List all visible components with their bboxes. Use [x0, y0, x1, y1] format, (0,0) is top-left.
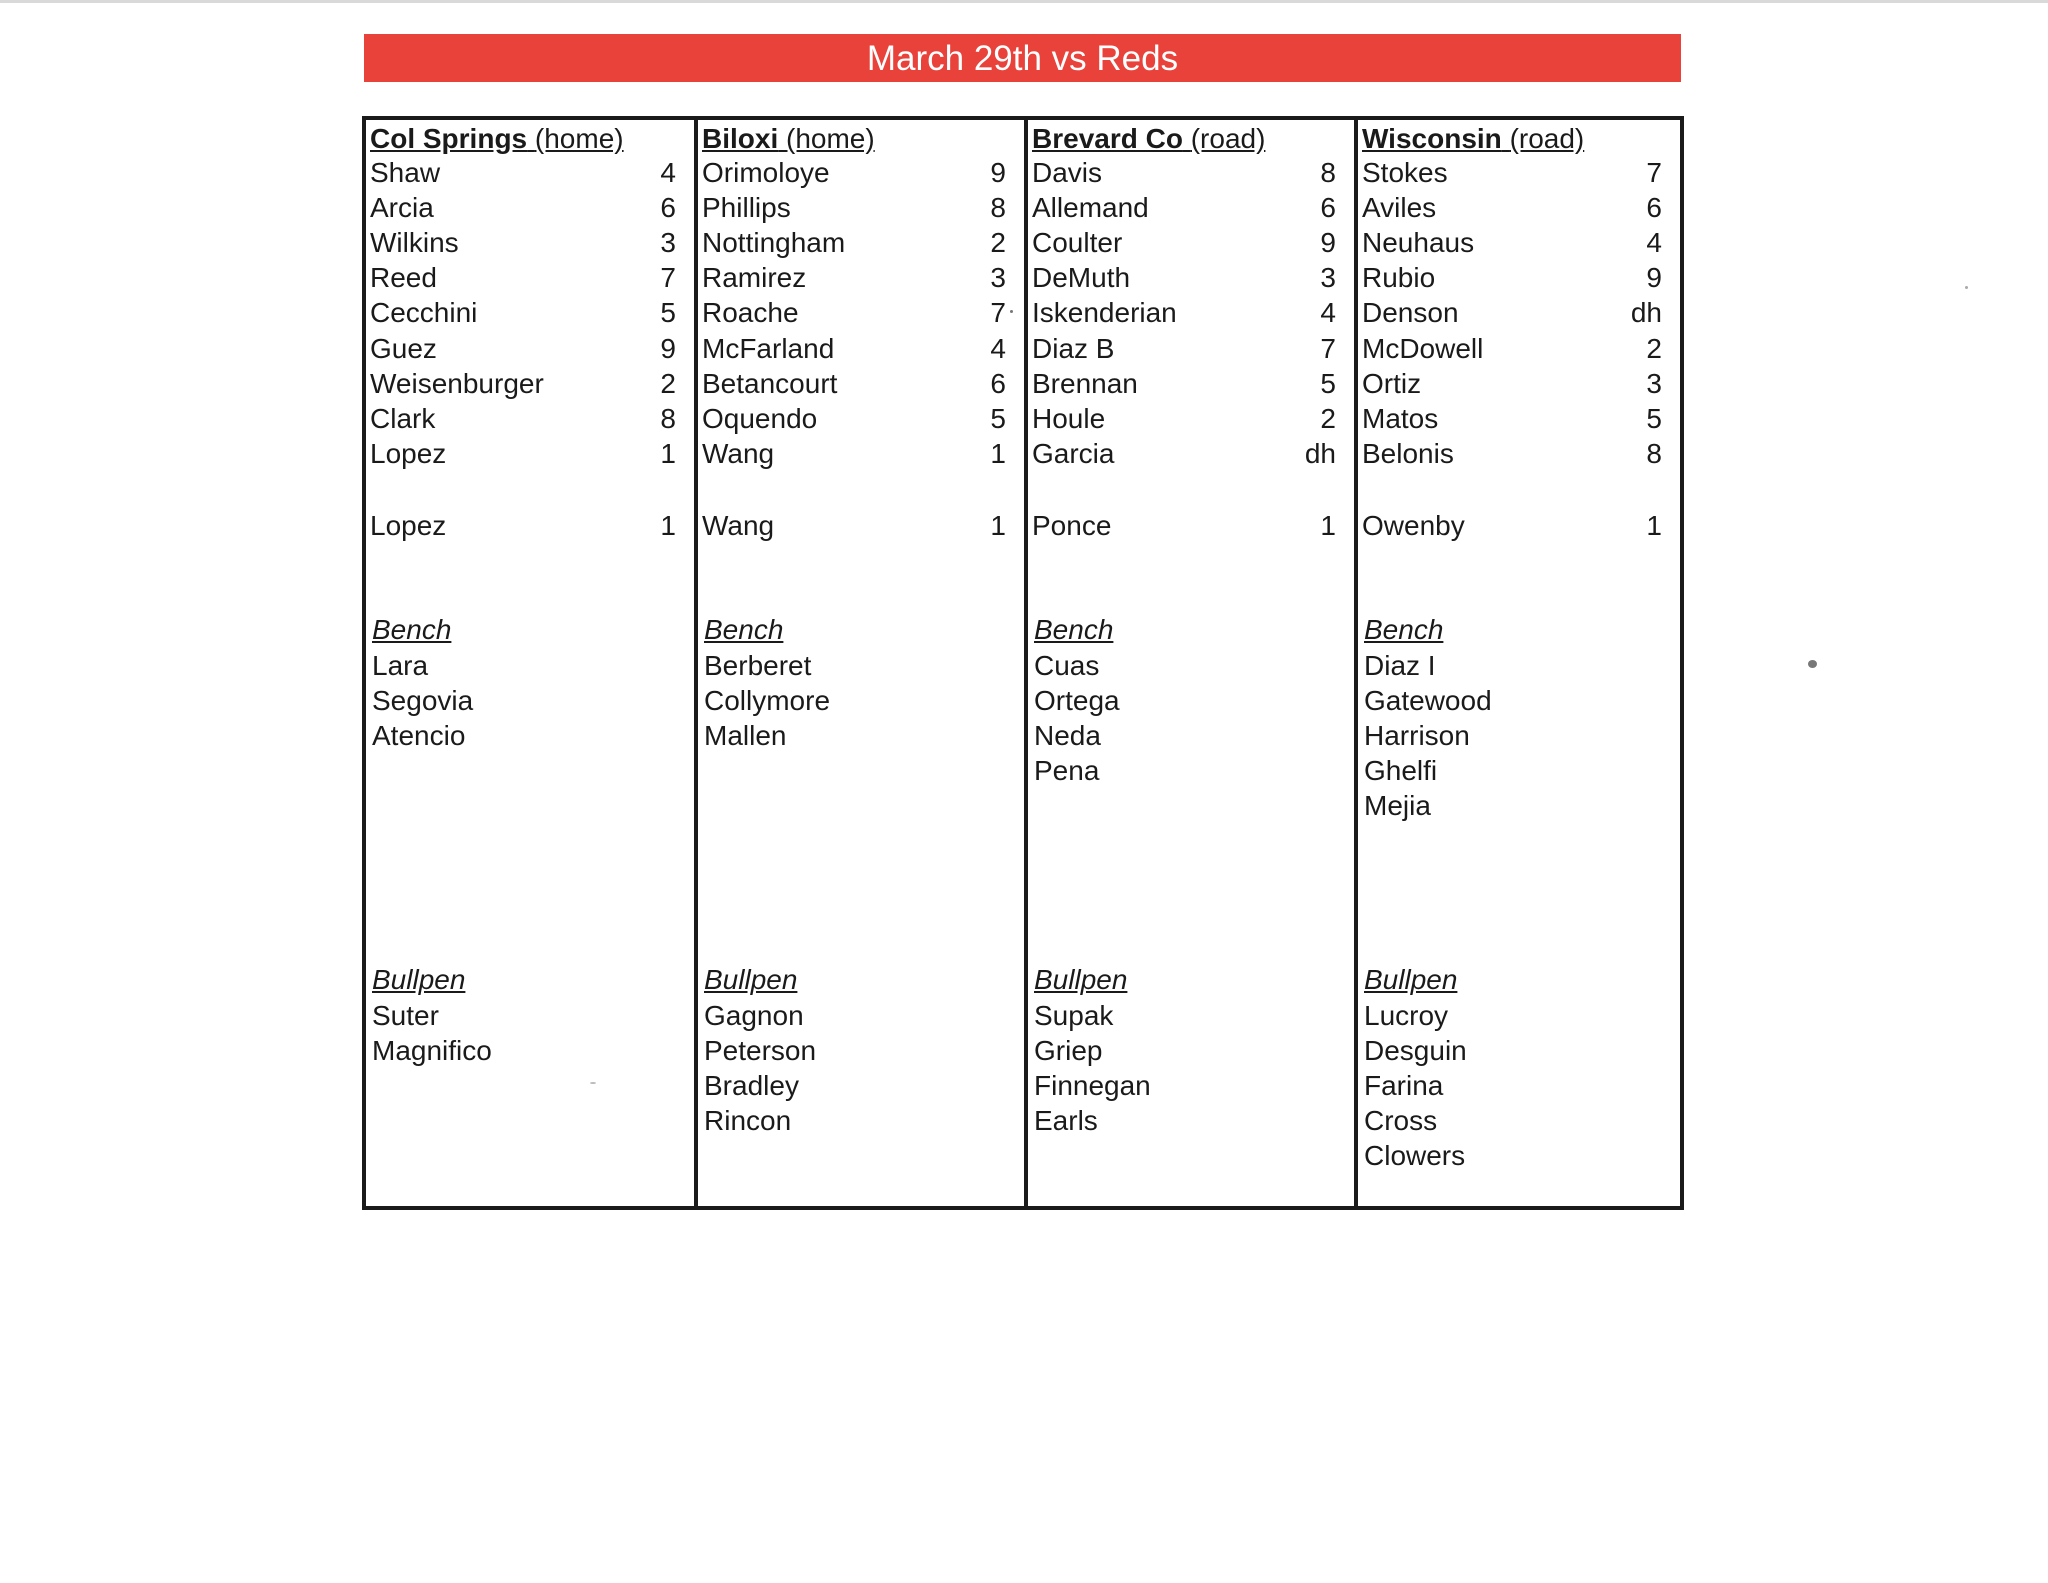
player-name: McDowell	[1362, 332, 1484, 364]
player-position: 8	[990, 192, 1006, 224]
player-name: Coulter	[1032, 227, 1123, 259]
bench-heading: Bench	[704, 614, 784, 645]
roster-table	[362, 116, 1684, 1210]
lineup-row	[1032, 331, 1336, 366]
player-name: Lopez	[370, 437, 447, 469]
player-position: 9	[660, 332, 676, 364]
lineup-row	[702, 260, 1006, 295]
team-header	[1362, 122, 1584, 156]
player-position: 9	[990, 157, 1006, 188]
lineup-row	[370, 260, 676, 295]
bench-player: Neda	[1034, 720, 1101, 751]
team-location: (home)	[534, 123, 624, 154]
lineup-row	[1362, 436, 1662, 471]
player-name: Aviles	[1362, 192, 1437, 224]
player-name: Stokes	[1362, 157, 1448, 188]
team-location: (road)	[1509, 123, 1585, 154]
lineup-row	[702, 225, 1006, 260]
lineup-row	[1032, 401, 1336, 436]
player-name: Arcia	[370, 192, 434, 224]
lineup-row	[702, 295, 1006, 330]
bullpen-pitcher: Gagnon	[704, 1000, 804, 1031]
player-position: 5	[1646, 402, 1662, 434]
player-name: Reed	[370, 262, 437, 294]
team-column	[1024, 120, 1354, 1206]
player-name: Ramirez	[702, 262, 807, 294]
team-header	[702, 122, 875, 156]
bench-heading: Bench	[1364, 614, 1444, 645]
player-position: 2	[1320, 402, 1336, 434]
player-position: 6	[660, 192, 676, 224]
player-name: Rubio	[1362, 262, 1436, 294]
player-name: Wilkins	[370, 227, 459, 259]
bench-player: Segovia	[372, 685, 474, 716]
player-name: Orimoloye	[702, 157, 830, 188]
starting-pitcher-row	[370, 508, 676, 543]
bullpen-pitcher: Magnifico	[372, 1035, 492, 1066]
player-position: 7	[990, 297, 1006, 329]
player-position: 3	[660, 227, 676, 259]
bullpen-pitcher: Suter	[372, 1000, 439, 1031]
lineup-row	[1032, 225, 1336, 260]
lineup-row	[1362, 401, 1662, 436]
player-position: 4	[1646, 227, 1662, 259]
lineup-row	[370, 366, 676, 401]
starting-pitcher-row	[1362, 508, 1662, 543]
bench-player: Mallen	[704, 720, 787, 751]
player-position: 1	[660, 510, 676, 541]
lineup-row	[370, 331, 676, 366]
player-name: Iskenderian	[1032, 297, 1177, 329]
lineup-row	[1032, 260, 1336, 295]
lineup-row	[1362, 366, 1662, 401]
player-position: dh	[1630, 297, 1662, 329]
bullpen-pitcher: Finnegan	[1034, 1070, 1151, 1101]
player-name: Nottingham	[702, 227, 846, 259]
scan-speck	[590, 1082, 596, 1084]
player-name: Guez	[370, 332, 437, 364]
player-name: Oquendo	[702, 402, 818, 434]
bench-player: Atencio	[372, 720, 466, 751]
starting-pitcher-row	[1032, 508, 1336, 543]
player-position: 1	[660, 437, 676, 469]
team-name: Wisconsin	[1362, 123, 1502, 154]
player-name: Neuhaus	[1362, 227, 1475, 259]
player-position: 7	[1320, 332, 1336, 364]
bullpen-heading: Bullpen	[372, 964, 466, 995]
player-position: 4	[1320, 297, 1336, 329]
player-position: 7	[660, 262, 676, 294]
player-name: Belonis	[1362, 437, 1454, 469]
bench-player: Gatewood	[1364, 685, 1492, 716]
player-position: 4	[660, 157, 676, 188]
player-name: Roache	[702, 297, 799, 329]
player-position: 6	[1320, 192, 1336, 224]
bench-player: Berberet	[704, 650, 812, 681]
starting-pitcher-row	[702, 508, 1006, 543]
player-position: 1	[1320, 510, 1336, 541]
team-column	[366, 120, 694, 1206]
player-name: Diaz B	[1032, 332, 1115, 364]
player-name: Clark	[370, 402, 436, 434]
bench-player: Cuas	[1034, 650, 1100, 681]
player-position: 3	[990, 262, 1006, 294]
page-title: March 29th vs Reds	[866, 38, 1179, 78]
scan-speck	[1965, 286, 1968, 289]
lineup-row	[702, 155, 1006, 190]
player-position: 2	[1646, 332, 1662, 364]
lineup-row	[702, 401, 1006, 436]
bullpen-pitcher: Earls	[1034, 1105, 1098, 1136]
player-name: DeMuth	[1032, 262, 1131, 294]
lineup-row	[1362, 295, 1662, 330]
player-name: Davis	[1032, 157, 1103, 188]
team-column	[694, 120, 1024, 1206]
player-position: 8	[1320, 157, 1336, 188]
player-name: Wang	[702, 437, 775, 469]
player-position: 3	[1320, 262, 1336, 294]
player-name: Ortiz	[1362, 367, 1422, 399]
bullpen-pitcher: Griep	[1034, 1035, 1103, 1066]
bench-player: Lara	[372, 650, 429, 681]
scan-speck	[1808, 660, 1817, 668]
player-name: Betancourt	[702, 367, 838, 399]
lineup-row	[1032, 436, 1336, 471]
player-position: 2	[660, 367, 676, 399]
player-name: Allemand	[1032, 192, 1149, 224]
lineup-row	[370, 295, 676, 330]
bench-player: Ortega	[1034, 685, 1120, 716]
lineup-row	[370, 225, 676, 260]
bullpen-pitcher: Lucroy	[1364, 1000, 1449, 1031]
player-position: 1	[990, 510, 1006, 541]
player-position: 4	[990, 332, 1006, 364]
lineup-row	[370, 436, 676, 471]
lineup-row	[1032, 190, 1336, 225]
player-name: Cecchini	[370, 297, 478, 329]
player-name: Brennan	[1032, 367, 1138, 399]
lineup-row	[1362, 155, 1662, 190]
lineup-row	[702, 366, 1006, 401]
bullpen-pitcher: Farina	[1364, 1070, 1444, 1101]
player-name: Garcia	[1032, 437, 1115, 469]
lineup-row	[370, 401, 676, 436]
team-header	[1032, 122, 1265, 156]
team-column	[1354, 120, 1680, 1206]
lineup-row	[1032, 295, 1336, 330]
bullpen-pitcher: Bradley	[704, 1070, 799, 1101]
player-name: Owenby	[1362, 510, 1465, 541]
team-name: Biloxi	[702, 123, 779, 154]
lineup-row	[370, 155, 676, 190]
bench-player: Pena	[1034, 755, 1100, 786]
bench-player: Diaz I	[1364, 650, 1436, 681]
player-position: 2	[990, 227, 1006, 259]
player-position: 9	[1320, 227, 1336, 259]
bench-heading: Bench	[372, 614, 452, 645]
player-position: 5	[660, 297, 676, 329]
scan-speck	[1010, 310, 1013, 313]
bullpen-pitcher: Clowers	[1364, 1140, 1466, 1171]
player-name: Shaw	[370, 157, 441, 188]
player-name: Denson	[1362, 297, 1459, 329]
title-banner	[364, 34, 1681, 82]
lineup-row	[702, 190, 1006, 225]
player-position: 6	[990, 367, 1006, 399]
bullpen-pitcher: Cross	[1364, 1105, 1438, 1136]
player-position: 1	[1646, 510, 1662, 541]
player-position: 1	[990, 437, 1006, 469]
lineup-row	[702, 331, 1006, 366]
team-header	[370, 122, 624, 156]
team-location: (road)	[1190, 123, 1266, 154]
bullpen-pitcher: Peterson	[704, 1035, 817, 1066]
player-position: 3	[1646, 367, 1662, 399]
bullpen-heading: Bullpen	[1364, 964, 1458, 995]
player-name: Houle	[1032, 402, 1106, 434]
bullpen-pitcher: Rincon	[704, 1105, 792, 1136]
player-position: dh	[1304, 437, 1336, 469]
lineup-row	[1362, 190, 1662, 225]
player-position: 8	[1646, 437, 1662, 469]
bench-player: Mejia	[1364, 790, 1431, 821]
lineup-row	[1362, 331, 1662, 366]
player-position: 6	[1646, 192, 1662, 224]
bench-player: Ghelfi	[1364, 755, 1438, 786]
lineup-row	[1362, 225, 1662, 260]
player-name: Lopez	[370, 510, 447, 541]
lineup-row	[370, 190, 676, 225]
scan-top-edge	[0, 0, 2048, 3]
lineup-row	[1362, 260, 1662, 295]
team-name: Brevard Co	[1032, 123, 1183, 154]
player-position: 7	[1646, 157, 1662, 188]
bullpen-heading: Bullpen	[704, 964, 798, 995]
player-name: Wang	[702, 510, 775, 541]
bench-heading: Bench	[1034, 614, 1114, 645]
lineup-row	[1032, 155, 1336, 190]
player-name: Ponce	[1032, 510, 1112, 541]
bullpen-heading: Bullpen	[1034, 964, 1128, 995]
bullpen-pitcher: Desguin	[1364, 1035, 1467, 1066]
player-name: Matos	[1362, 402, 1439, 434]
player-position: 5	[1320, 367, 1336, 399]
player-name: Phillips	[702, 192, 791, 224]
player-position: 9	[1646, 262, 1662, 294]
team-name: Col Springs	[370, 123, 528, 154]
bullpen-pitcher: Supak	[1034, 1000, 1114, 1031]
bench-player: Harrison	[1364, 720, 1470, 751]
lineup-row	[1032, 366, 1336, 401]
player-position: 5	[990, 402, 1006, 434]
team-location: (home)	[786, 123, 875, 154]
lineup-row	[702, 436, 1006, 471]
player-name: Weisenburger	[370, 367, 544, 399]
bench-player: Collymore	[704, 685, 831, 716]
player-position: 8	[660, 402, 676, 434]
player-name: McFarland	[702, 332, 835, 364]
